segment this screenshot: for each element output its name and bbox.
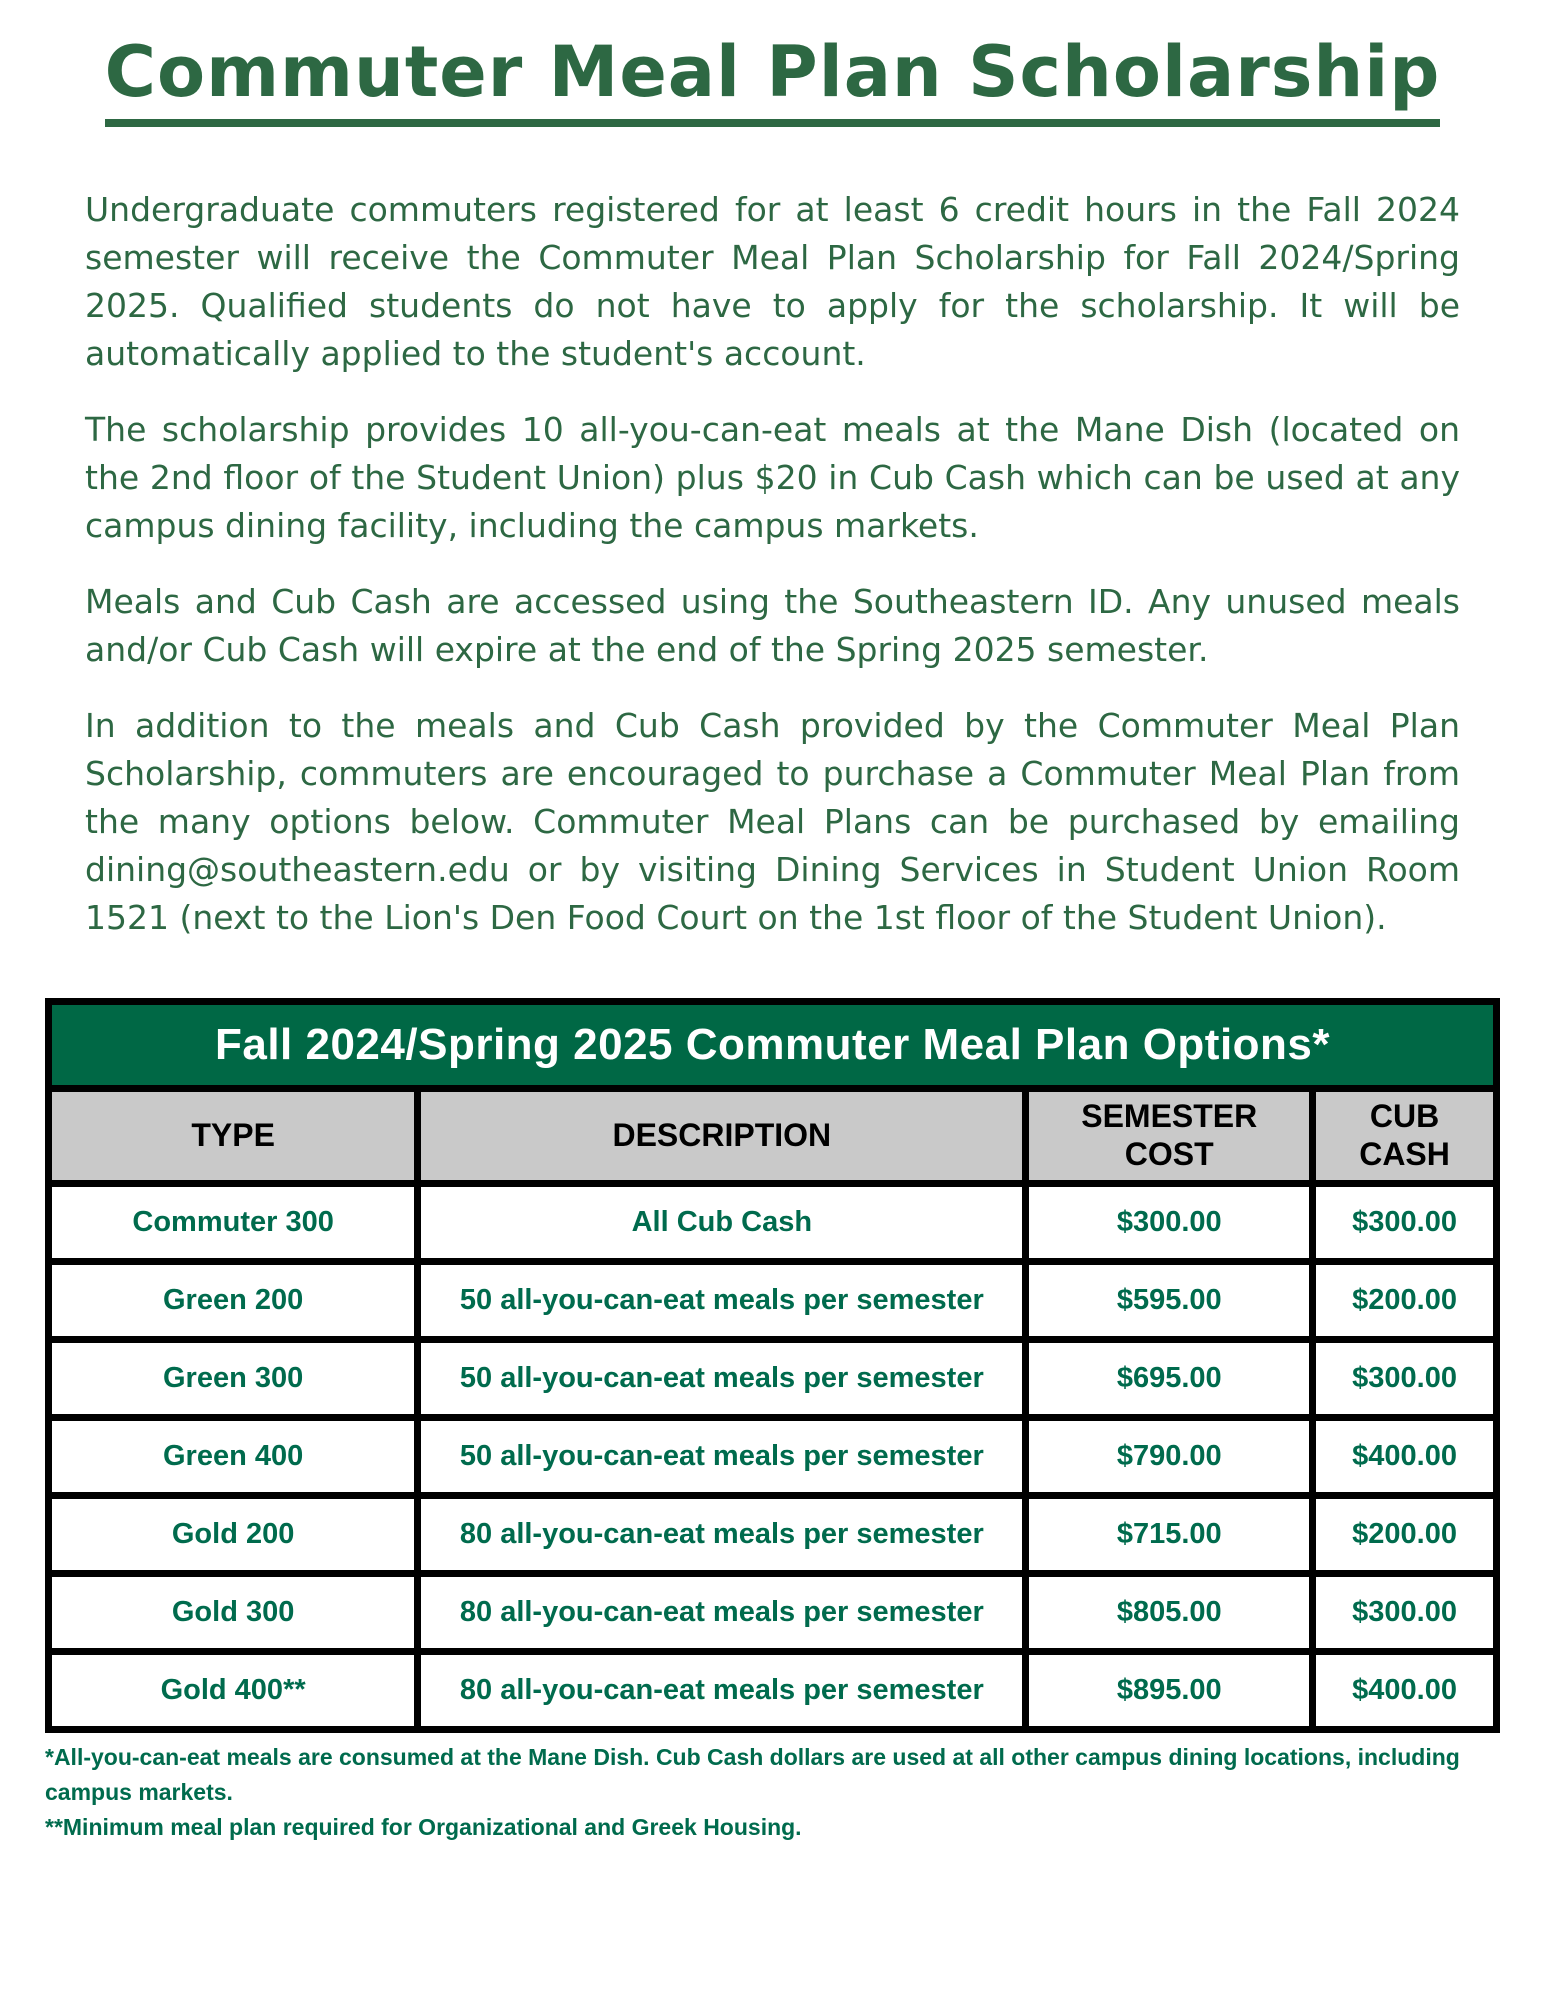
table-cell-description: 80 all-you-can-eat meals per semester (418, 1495, 1026, 1573)
table-title-row (49, 1002, 1497, 1089)
table-cell-type: Green 300 (49, 1339, 418, 1417)
paragraph-scholarship-eligibility: Undergraduate commuters registered for at least 6 credit hours in the Fall 2024 semester will receive the Commuter Meal Plan Scholarship for Fall 2024/Spring 2025. Qualified students do not have to apply for the scholarship. It will be automatically applied to the student's account. (85, 190, 1460, 373)
meal-plan-table (45, 998, 1500, 1733)
table-cell-description: 50 all-you-can-eat meals per semester (418, 1261, 1026, 1339)
column-header-cub-cash: CUB CASH (1313, 1089, 1497, 1184)
page-title (0, 0, 1545, 114)
table-cell-description: 50 all-you-can-eat meals per semester (418, 1417, 1026, 1495)
table-row (49, 1495, 1497, 1573)
column-header-semester-cost: SEMESTER COST (1026, 1089, 1313, 1184)
table-cell-type: Gold 400** (49, 1651, 418, 1729)
table-cell-description: 80 all-you-can-eat meals per semester (418, 1651, 1026, 1729)
table-cell-type: Gold 300 (49, 1573, 418, 1651)
table-row (49, 1183, 1497, 1261)
meal-plan-table-head (49, 1002, 1497, 1184)
page-title-text: Commuter Meal Plan Scholarship (105, 31, 1441, 127)
paragraph-scholarship-benefits: The scholarship provides 10 all-you-can-eat meals at the Mane Dish (located on the 2nd floor of the Student Union) plus $20 in Cub Cash which can be used at any campus dining facility, including the campus markets. (85, 410, 1460, 545)
column-header-description: DESCRIPTION (418, 1089, 1026, 1184)
table-cell-semester-cost: $790.00 (1026, 1417, 1313, 1495)
column-header-type: TYPE (49, 1089, 418, 1184)
footnote-cub-cash-usage: *All-you-can-eat meals are consumed at the Mane Dish. Cub Cash dollars are used at all other campus dining locations, including campus markets. (45, 1743, 1460, 1805)
table-cell-cub-cash: $400.00 (1313, 1417, 1497, 1495)
table-row (49, 1339, 1497, 1417)
meal-plan-table-body (49, 1183, 1497, 1729)
table-cell-description: All Cub Cash (418, 1183, 1026, 1261)
table-cell-semester-cost: $695.00 (1026, 1339, 1313, 1417)
table-cell-cub-cash: $200.00 (1313, 1495, 1497, 1573)
table-cell-semester-cost: $805.00 (1026, 1573, 1313, 1651)
footnotes-section (45, 1740, 1500, 1845)
table-row (49, 1573, 1497, 1651)
table-cell-cub-cash: $300.00 (1313, 1339, 1497, 1417)
table-cell-type: Gold 200 (49, 1495, 418, 1573)
table-cell-type: Commuter 300 (49, 1183, 418, 1261)
table-cell-semester-cost: $715.00 (1026, 1495, 1313, 1573)
table-row (49, 1417, 1497, 1495)
paragraph-access-and-expiry: Meals and Cub Cash are accessed using the Southeastern ID. Any unused meals and/or Cub Cash will expire at the end of the Spring 2025 semester. (85, 582, 1460, 669)
table-row (49, 1261, 1497, 1339)
footnote-minimum-plan: **Minimum meal plan required for Organizational and Greek Housing. (45, 1813, 802, 1840)
table-cell-description: 80 all-you-can-eat meals per semester (418, 1573, 1026, 1651)
table-cell-cub-cash: $400.00 (1313, 1651, 1497, 1729)
table-header-row (49, 1089, 1497, 1184)
table-title: Fall 2024/Spring 2025 Commuter Meal Plan Options* (49, 1002, 1497, 1089)
table-cell-type: Green 400 (49, 1417, 418, 1495)
table-cell-semester-cost: $895.00 (1026, 1651, 1313, 1729)
paragraph-purchase-info: In addition to the meals and Cub Cash provided by the Commuter Meal Plan Scholarship, commuters are encouraged to purchase a Commuter Meal Plan from the many options below. Commuter Meal Plans can be purchased by emailing dining@southeastern.edu or by visiting Dining Services in Student Union Room 1521 (next to the Lion's Den Food Court on the 1st floor of the Student Union). (85, 706, 1460, 937)
intro-section (85, 186, 1460, 942)
table-cell-semester-cost: $595.00 (1026, 1261, 1313, 1339)
table-cell-type: Green 200 (49, 1261, 418, 1339)
table-cell-cub-cash: $300.00 (1313, 1573, 1497, 1651)
table-cell-cub-cash: $300.00 (1313, 1183, 1497, 1261)
table-cell-description: 50 all-you-can-eat meals per semester (418, 1339, 1026, 1417)
table-cell-cub-cash: $200.00 (1313, 1261, 1497, 1339)
table-cell-semester-cost: $300.00 (1026, 1183, 1313, 1261)
table-row (49, 1651, 1497, 1729)
